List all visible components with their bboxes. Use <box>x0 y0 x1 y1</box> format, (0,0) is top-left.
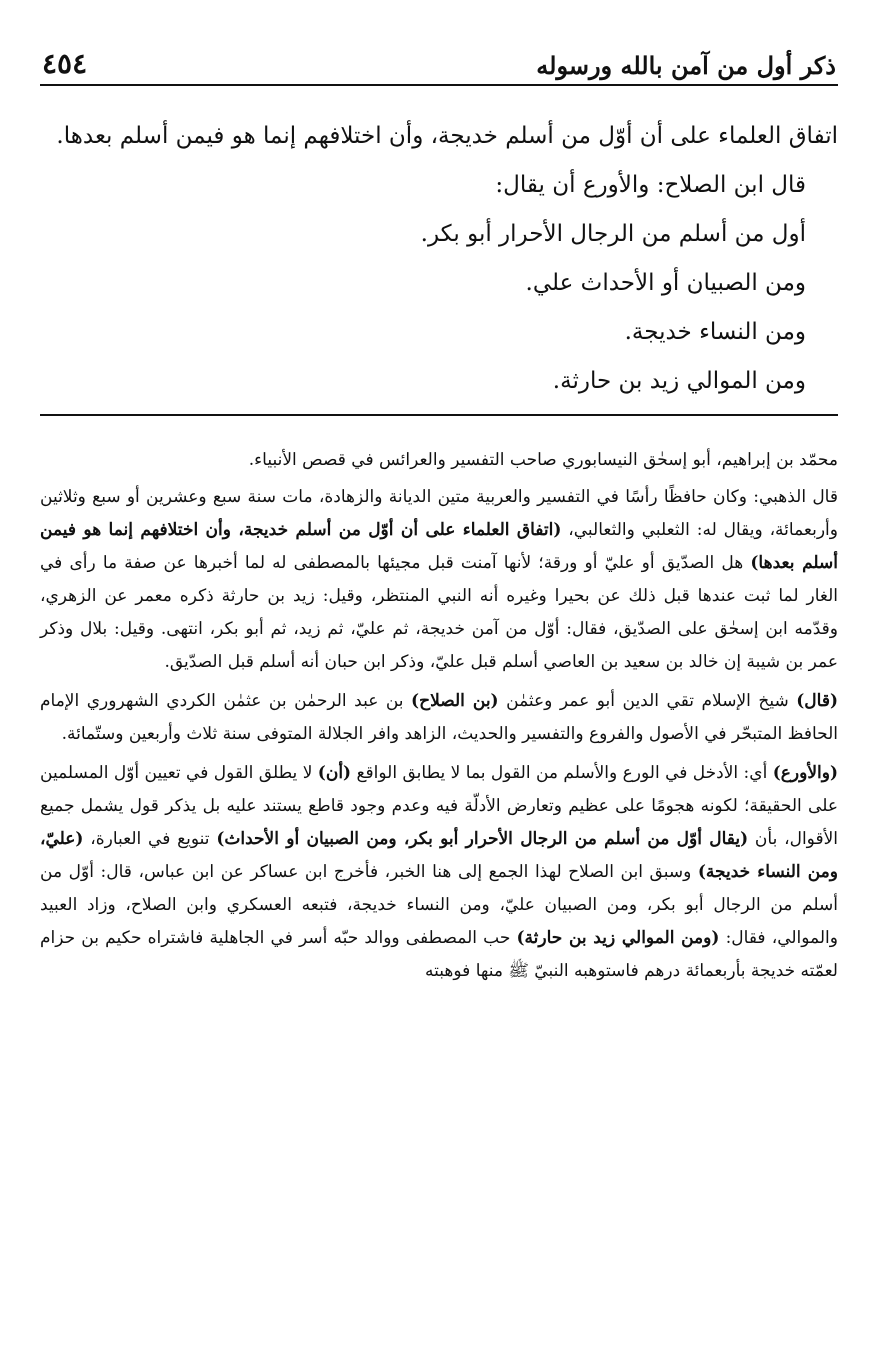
commentary-lemma: (بن الصلاح) <box>411 691 499 711</box>
footnote-divider <box>40 414 838 416</box>
header-title: ذكر أول من آمن بالله ورسوله <box>536 51 836 80</box>
commentary-lemma: (أن) <box>317 763 352 783</box>
main-text <box>40 112 838 406</box>
commentary-lemma: (اتفاق العلماء على أن أوّل من أسلم خديجة، وأن اختلافهم إنما هو فيمن أسلم بعدها) <box>34 520 838 573</box>
commentary-paragraph <box>40 444 838 477</box>
commentary-paragraph <box>34 685 838 751</box>
commentary-text: هل الصدّيق أو عليّ أو ورقة؛ لأنها آمنت قبل مجيئها بالمصطفى له لما أخبرها عن صفة ما رأى في الغار لما ثبت عندها قبل ذلك عن بحيرا وغيره أنه النبي المنتظر، وقيل: زيد بن حارثة ذكره معمر عن الزهري، وقدّمه ابن إسحٰق على الصدّيق، فقال: أوّل من آمن خديجة، ثم عليّ، ثم زيد، ثم أبو بكر، انتهى. وقيل: بلال وذكر عمر بن شيبة إن خالد بن سعيد بن العاصي أسلم قبل عليّ، وذكر ابن حبان أنه أسلم قبل الصدّيق. <box>34 553 838 672</box>
main-line: ومن النساء خديجة. <box>624 319 806 345</box>
commentary-paragraph <box>34 481 838 679</box>
commentary-text: قال الذهبي: وكان حافظًا رأسًا في التفسير والعربية متين الديانة والزهادة، مات سنة سبع وعشرين أو سبع وثلاثين وأربعمائة، ويقال له: الثعلبي والثعالبي، <box>34 487 838 540</box>
commentary-lemma: (والأورع) <box>772 763 838 783</box>
commentary-text: وسبق ابن الصلاح لهذا الجمع إلى هنا الخبر، فأخرج ابن عساكر عن ابن عباس، قال: أوّل من أسلم من الرجال أبو بكر، ومن الصبيان عليّ، ومن النساء خديجة، فتبعه العسكري وابن الصلاح، وزاد العبيد والموالي، فقال: <box>34 862 838 948</box>
commentary-text: تنويع في العبارة، <box>83 829 217 849</box>
main-line: قال ابن الصلاح: والأورع أن يقال: <box>495 172 806 198</box>
commentary <box>34 444 838 988</box>
commentary-lemma: (عليّ، ومن النساء خديجة) <box>34 829 838 882</box>
commentary-text: أي: الأدخل في الورع والأسلم من القول بما لا يطابق الواقع <box>351 763 773 783</box>
main-line: ومن الموالي زيد بن حارثة. <box>552 368 806 394</box>
commentary-text: محمّد بن إبراهيم، أبو إسحٰق النيسابوري صاحب التفسير والعرائس في قصص الأنبياء. <box>248 450 838 470</box>
commentary-lemma: (قال) <box>796 691 838 711</box>
commentary-lemma: (ومن الموالي زيد بن حارثة) <box>516 928 720 948</box>
commentary-text: حب المصطفى ووالد حبّه أسر في الجاهلية فاشتراه حكيم بن حزام لعمّته خديجة بأربعمائة درهم فاستوهبه النبيّ ﷺ منها فوهبته <box>34 928 838 981</box>
commentary-lemma: (يقال أوّل من أسلم من الرجال الأحرار أبو بكر، ومن الصبيان أو الأحداث) <box>216 829 749 849</box>
page-number: ٤٥٤ <box>42 47 88 80</box>
main-paragraph: اتفاق العلماء على أن أوّل من أسلم خديجة، وأن اختلافهم إنما هو فيمن أسلم بعدها. <box>56 123 838 149</box>
commentary-paragraph <box>34 757 838 988</box>
commentary-text: شيخ الإسلام تقي الدين أبو عمر وعثمٰن <box>498 691 797 711</box>
running-header <box>40 36 838 86</box>
main-line: أول من أسلم من الرجال الأحرار أبو بكر. <box>420 221 806 247</box>
main-line: ومن الصبيان أو الأحداث علي. <box>525 270 806 296</box>
document-page <box>34 36 838 992</box>
commentary-text: لا يطلق القول في تعيين أوّل المسلمين على الحقيقة؛ لكونه هجومًا على عظيم وتعارض الأدلّة فيه وعدم وجود قاطع يستند عليه بل يذكر قول يشمل جميع الأقوال، بأن <box>34 763 838 849</box>
commentary-text: بن عبد الرحمٰن بن عثمٰن الكردي الشهروري الإمام الحافظ المتبحّر في الأصول والفروع والتفسير والحديث، الزاهد وافر الجلالة المتوفى سنة ثلاث وأربعين وستّمائة. <box>34 691 838 744</box>
